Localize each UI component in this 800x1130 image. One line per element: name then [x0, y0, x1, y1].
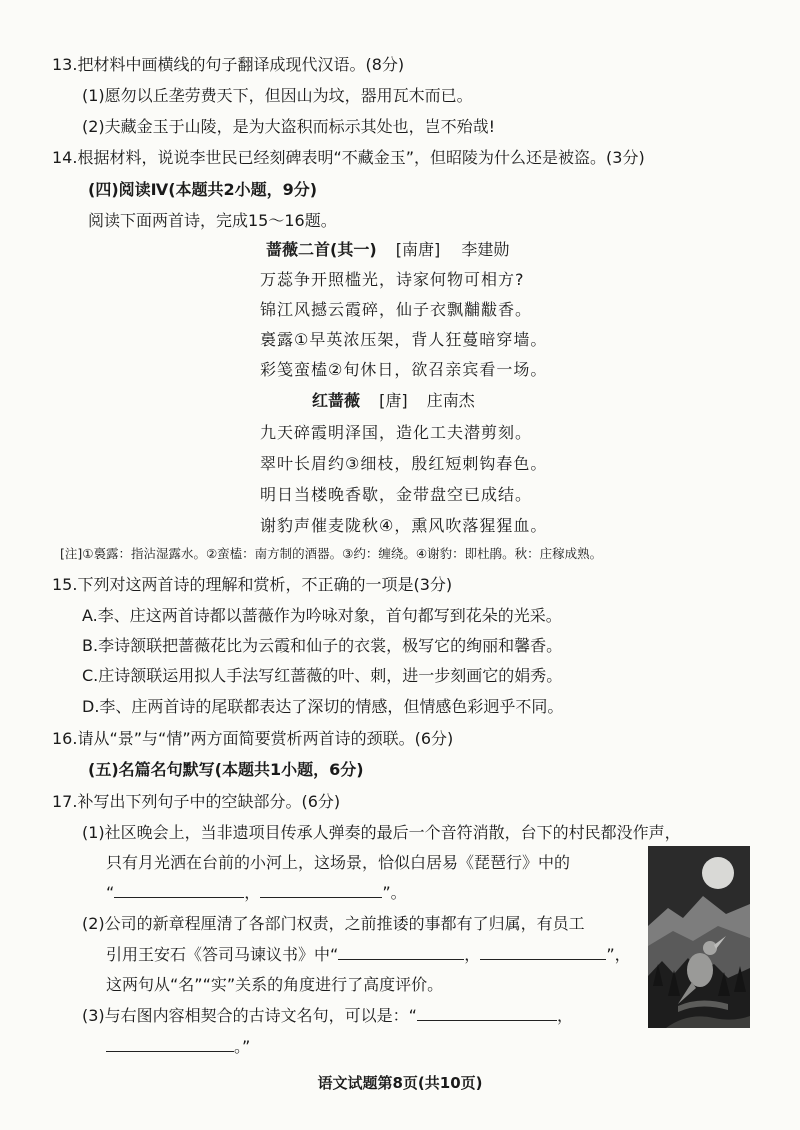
poem1-author: 李建勋: [461, 240, 510, 259]
poem2-heading: [312, 388, 475, 411]
q17-part2-quote-intro: 引用王安石《答司马谏议书》中“: [106, 945, 339, 964]
q15-option-a: A.李、庄这两首诗都以蔷薇作为吟咏对象，首句都写到花朵的光采。: [82, 606, 562, 625]
q16-stem: 16.请从“景”与“情”两方面简要赏析两首诗的颈联。(6分): [52, 729, 454, 748]
q17-part1-line1: (1)社区晚会上，当非遗项目传承人弹奏的最后一个音符消散，台下的村民都没作声，: [82, 823, 681, 842]
section-4-intro: 阅读下面两首诗，完成15～16题。: [88, 211, 337, 230]
poem1-line-2: 锦江风撼云霞碎，仙子衣飘黼黻香。: [260, 300, 533, 319]
q17-part2-line1: (2)公司的新章程厘清了各部门权责，之前推诿的事都有了归属，有员工: [82, 914, 585, 933]
footnote: [注]①裛露：指沾湿露水。②蛮榼：南方制的酒器。③约：缠绕。④谢豹：即杜鹃。秋：庄稼成熟。: [60, 546, 603, 561]
answer-blank[interactable]: [114, 883, 244, 898]
q15-option-d: D.李、庄两首诗的尾联都表达了深切的情感，但情感色彩迥乎不同。: [82, 697, 564, 716]
moon-bird-illustration: [648, 846, 750, 1028]
q17-part2-line3: 这两句从“名”“实”关系的角度进行了高度评价。: [106, 975, 444, 994]
q17-part3-line1: (3)与右图内容相契合的古诗文名句，可以是：“ ，: [82, 1006, 573, 1025]
q15-stem: 15.下列对这两首诗的理解和赏析，不正确的一项是(3分): [52, 575, 453, 594]
answer-blank[interactable]: [338, 945, 464, 960]
poem1-title: 蔷薇二首(其一): [266, 240, 377, 259]
poem2-line-3: 明日当楼晚香歇，金带盘空已成结。: [260, 485, 533, 504]
answer-blank[interactable]: [480, 945, 606, 960]
poem2-author: 庄南杰: [426, 391, 475, 410]
section-5-header: (五)名篇名句默写(本题共1小题，6分): [88, 760, 364, 779]
q15-option-b: B.李诗颔联把蔷薇花比为云霞和仙子的衣裳，极写它的绚丽和馨香。: [82, 636, 563, 655]
poem2-title: 红蔷薇: [312, 391, 361, 410]
poem1-line-3: 裛露①早英浓压架，背人狂蔓暗穿墙。: [260, 330, 548, 349]
q13-sentence-2: (2)夫藏金玉于山陵，是为大盗积而标示其处也，岂不殆哉!: [82, 117, 496, 136]
poem2-line-2: 翠叶长眉约③细枝，殷红短刺钩春色。: [260, 454, 548, 473]
poem2-line-4: 谢豹声催麦陇秋④，熏风吹落猩猩血。: [260, 516, 548, 535]
poem2-line-1: 九天碎霞明泽国，造化工夫潜剪刻。: [260, 423, 533, 442]
q17-part3-line2: 。”: [106, 1034, 250, 1057]
q13-sentence-1: (1)愿勿以丘垄劳费天下，但因山为坟，器用瓦木而已。: [82, 86, 473, 105]
q14-stem: 14.根据材料，说说李世民已经刻碑表明“不藏金玉”，但昭陵为什么还是被盗。(3分): [52, 148, 645, 167]
poem1-dynasty: [南唐]: [395, 240, 441, 259]
poem1-line-4: 彩笺蛮榼②旬休日，欲召亲宾看一场。: [260, 360, 548, 379]
poem1-heading: [266, 237, 509, 260]
q17-part1-blanks: “ ， ”。: [106, 883, 407, 902]
q17-part2-line2: 引用王安石《答司马谏议书》中“ ， ”，: [106, 945, 631, 964]
q17-part3-prompt: (3)与右图内容相契合的古诗文名句，可以是：“: [82, 1006, 417, 1025]
answer-blank[interactable]: [417, 1006, 557, 1021]
q15-option-c: C.庄诗颔联运用拟人手法写红蔷薇的叶、刺，进一步刻画它的娟秀。: [82, 666, 563, 685]
poem1-line-1: 万蕊争开照槛光，诗家何物可相方?: [260, 270, 525, 289]
section-4-header: (四)阅读Ⅳ(本题共2小题，9分): [88, 180, 318, 199]
answer-blank[interactable]: [260, 883, 382, 898]
q13-stem: 13.把材料中画横线的句子翻译成现代汉语。(8分): [52, 55, 405, 74]
q17-stem: 17.补写出下列句子中的空缺部分。(6分): [52, 792, 341, 811]
answer-blank[interactable]: [106, 1037, 234, 1052]
poem2-dynasty: [唐]: [379, 391, 408, 410]
q17-part1-line2: 只有月光洒在台前的小河上，这场景，恰似白居易《琵琶行》中的: [106, 853, 571, 872]
page-footer: 语文试题第8页(共10页): [317, 1074, 483, 1092]
